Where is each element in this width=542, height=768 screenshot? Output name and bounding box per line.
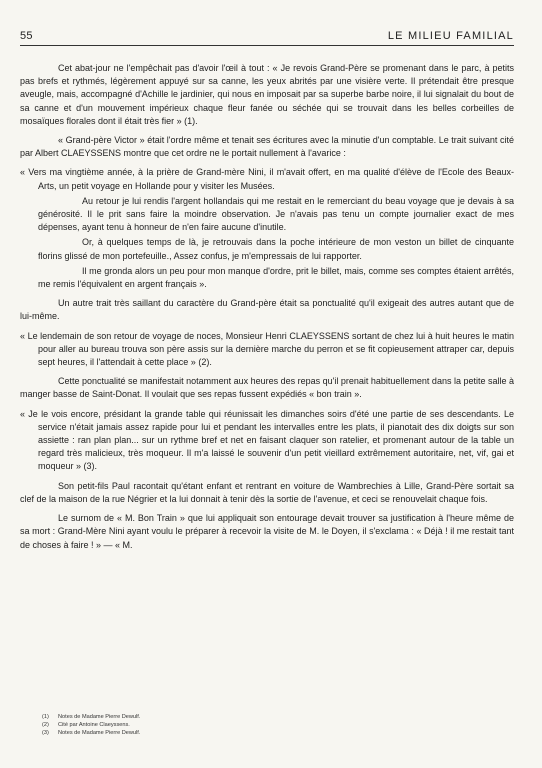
quotation: « Je le vois encore, présidant la grande table qui réunissait les dimanches soirs d'été une partie de ses descendants. Le service n'était jamais assez rapide pour lui et pendant les intervalles entre les plats, il pianotait des dix doigts sur son assiette : ran plan plan... sur un rythme bref et net en faisant claquer son ratelier, et promenant autour de la table un regard très malicieux, très moqueur. Il m'a laissé le souvenir d'un petit vieillard extrêmement autoritaire, net, vif, gai et moqueur » (3).: [20, 408, 514, 472]
paragraph: « Grand-père Victor » était l'ordre même et tenait ses écritures avec la minutie d'un comptable. Le trait suivant cité par Albert CLAEYSSENS montre que cet ordre ne le portait nullement à l'avarice :: [20, 135, 514, 159]
quotation: Au retour je lui rendis l'argent hollandais qui me restait en le remerciant du beau voyage que je devais à sa générosité. Il le prit sans faire la moindre observation. Je n'avais pas tenu un compte journalier exact de mes dépenses, ayant tenu à honneur de n'en faire aucune d'inutile.: [38, 195, 514, 233]
quotation: Or, à quelques temps de là, je retrouvais dans la poche intérieure de mon veston un billet de cinquante florins glissé de mon portefeuille., Assez confus, je m'empressais de lui rapporter.: [38, 237, 514, 261]
page-body: [20, 62, 514, 552]
paragraph: Cet abat-jour ne l'empêchait pas d'avoir l'œil à tout : « Je revois Grand-Père se promenant dans le parc, à petits pas brefs et rythmés, légèrement appuyé sur sa canne, les yeux abrités par une visière verte. Il prétendait être presque aveugle, mais, accompagné d'Achille le jardinier, qui nous en imposait par sa superbe barbe noire, il lui signalait du bout de sa canne et d'un mouvement impérieux chaque fleur fanée ou séchée qui se trouvait dans les belles corbeilles de mosaïques florales dont il était très fier » (1).: [20, 63, 514, 126]
page-header: [20, 30, 514, 42]
footnote: (1) Notes de Madame Pierre Dewulf.: [42, 714, 141, 720]
footnote: (3) Notes de Madame Pierre Dewulf.: [42, 730, 141, 736]
paragraph: Un autre trait très saillant du caractère du Grand-père était sa ponctualité qu'il exigeait des autres autant que de lui-même.: [20, 298, 514, 322]
paragraph: Cette ponctualité se manifestait notamment aux heures des repas qu'il prenait habituellement dans la petite salle à manger basse de Saint-Donat. Il voulait que ses repas fussent expédiés « bon train ».: [20, 376, 514, 400]
quotation: « Le lendemain de son retour de voyage de noces, Monsieur Henri CLAEYSSENS sortant de chez lui à huit heures le matin pour aller au bureau trouva son père assis sur la dernière marche du perron et se fit copieusement attraper car, depuis sept heures, il l'attendait à cette place » (2).: [20, 330, 514, 368]
running-title: LE MILIEU FAMILIAL: [387, 30, 514, 42]
footnote: (2) Cité par Antoine Claeyssens.: [42, 722, 130, 728]
quotation: Il me gronda alors un peu pour mon manque d'ordre, prit le billet, mais, comme ses comptes étaient arrêtés, me remis l'équivalent en argent français ».: [38, 265, 514, 290]
paragraph: Son petit-fils Paul racontait qu'étant enfant et rentrant en voiture de Wambrechies à Lille, Grand-Père sortait sa clef de la maison de la rue Négrier et la lui donnait à tenir dès la sortie de l'avenue, et ceci se renouvelait chaque fois.: [20, 480, 514, 504]
header-rule: [20, 45, 514, 46]
page-number: 55: [20, 30, 33, 42]
footnotes: [42, 713, 140, 737]
quotation: « Vers ma vingtième année, à la prière de Grand-mère Nini, il m'avait offert, en ma qualité d'élève de l'Ecole des Beaux-Arts, un petit voyage en Hollande pour y visiter les Musées.: [20, 167, 514, 191]
paragraph: Le surnom de « M. Bon Train » que lui appliquait son entourage devait trouver sa justification à l'heure même de sa mort : Grand-Mère Nini ayant voulu le préparer à recevoir la visite de M. le Doyen, il s'exclama : « Déjà ! il me restait tant de choses à faire ! » — « M.: [20, 513, 514, 550]
